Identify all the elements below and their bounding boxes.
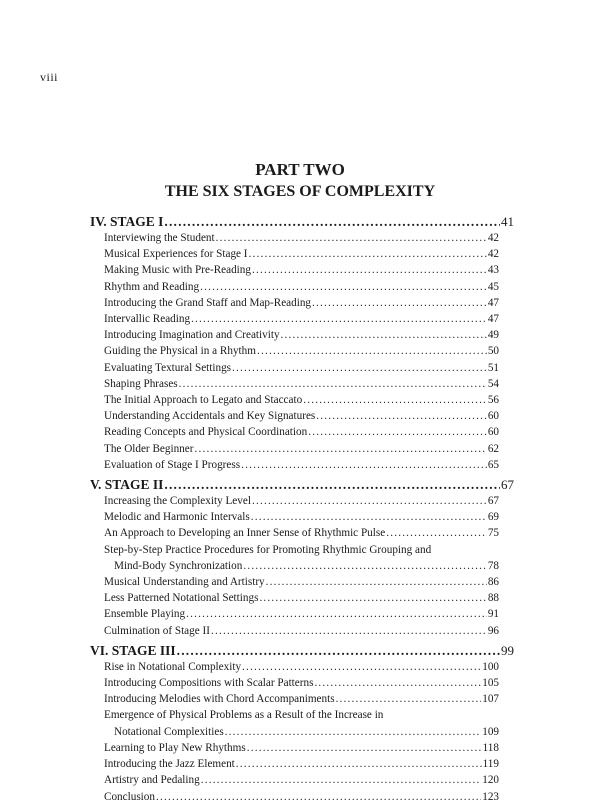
entry-title: Melodic and Harmonic Intervals [104, 511, 250, 524]
entry-title: Culmination of Stage II [104, 624, 210, 637]
entry-title: Rhythm and Reading [104, 280, 200, 293]
toc-entry [104, 606, 499, 622]
toc-entry [104, 424, 499, 440]
chapter-title: V. STAGE II [90, 477, 164, 493]
chapter-page-number: 41 [501, 214, 514, 229]
chapter-heading [90, 642, 514, 659]
chapter-heading [90, 213, 514, 230]
dot-leader [281, 327, 487, 343]
entry-page-number: 51 [487, 361, 499, 374]
dot-leader [179, 376, 487, 392]
entry-page-number: 47 [487, 313, 499, 326]
toc-entry [104, 457, 499, 473]
entry-page-number: 86 [487, 576, 499, 589]
entry-page-number: 43 [487, 264, 499, 277]
entry-title: Guiding the Physical in a Rhythm [104, 345, 256, 358]
toc-entry [104, 509, 499, 525]
dot-leader [249, 246, 487, 262]
toc-entry [104, 230, 499, 246]
dot-leader [216, 230, 487, 246]
entry-title: Reading Concepts and Physical Coordination [104, 426, 308, 439]
toc-entry [104, 295, 499, 311]
entry-title: Musical Experiences for Stage I [104, 248, 248, 261]
entry-title: Less Patterned Notational Settings [104, 592, 259, 605]
entry-page-number: 109 [482, 725, 499, 738]
entry-page-number: 91 [487, 608, 499, 621]
chapter-page-number: 67 [501, 477, 514, 493]
dot-leader [266, 574, 487, 590]
chapter-page-number: 99 [501, 642, 514, 658]
toc-entry [104, 590, 499, 606]
entry-page-number: 67 [487, 495, 499, 508]
dot-leader [194, 441, 486, 457]
entry-title: Musical Understanding and Artistry [104, 576, 265, 589]
entry-title: Introducing Compositions with Scalar Patterns [104, 677, 314, 690]
dot-leader [252, 493, 487, 509]
dot-leader [312, 295, 487, 311]
entry-page-number: 118 [482, 741, 499, 754]
toc-entry [104, 279, 499, 295]
entry-page-number: 107 [482, 693, 499, 706]
entry-page-number: 56 [487, 394, 499, 407]
dot-leader [242, 659, 481, 675]
dot-leader [236, 756, 482, 772]
entry-title: Ensemble Playing [104, 608, 186, 621]
entry-title: An Approach to Developing an Inner Sense of Rhythmic Pulse [104, 527, 386, 540]
dot-leader [211, 623, 487, 639]
entry-title: The Initial Approach to Legato and Staccato [104, 394, 303, 407]
chapter-heading [90, 476, 514, 493]
entry-page-number: 96 [487, 624, 499, 637]
toc-entry [104, 675, 499, 691]
entry-page-number: 45 [487, 280, 499, 293]
dot-leader [257, 343, 487, 359]
toc-entry [104, 740, 499, 756]
dot-leader [316, 408, 487, 424]
dot-leader [186, 606, 487, 622]
chapter-title: VI. STAGE III [90, 642, 176, 658]
toc-entry [104, 772, 499, 788]
part-heading [0, 159, 600, 202]
entry-page-number: 42 [487, 248, 499, 261]
entry-title: Learning to Play New Rhythms [104, 741, 246, 754]
section-list [90, 230, 514, 473]
toc-entry [104, 376, 499, 392]
dot-leader [314, 675, 481, 691]
entry-page-number: 42 [487, 232, 499, 244]
dot-leader [241, 457, 487, 473]
dot-leader [191, 311, 487, 327]
toc-entry [104, 392, 499, 408]
entry-page-number: 47 [487, 296, 499, 309]
entry-title: Intervallic Reading [104, 313, 191, 326]
entry-page-number: 88 [487, 592, 499, 605]
dot-leader [164, 213, 500, 230]
entry-title: Shaping Phrases [104, 377, 178, 390]
toc-entry [104, 574, 499, 590]
entry-page-number: 105 [482, 677, 499, 690]
toc-entry [104, 327, 499, 343]
entry-title: Making Music with Pre-Reading [104, 264, 251, 277]
dot-leader [386, 525, 487, 541]
entry-page-number: 75 [487, 527, 499, 540]
toc-entry [104, 659, 499, 675]
part-subtitle: THE SIX STAGES OF COMPLEXITY [164, 183, 436, 200]
entry-title-continued: Mind-Body Synchronization [114, 559, 243, 572]
toc-entry [104, 707, 499, 739]
entry-page-number: 49 [487, 329, 499, 342]
entry-title: Introducing Melodies with Chord Accompaniments [104, 693, 335, 706]
entry-title: Emergence of Physical Problems as a Result of the Increase in [104, 709, 384, 722]
entry-page-number: 60 [487, 410, 499, 423]
entry-page-number: 62 [487, 442, 499, 455]
dot-leader [252, 262, 487, 278]
entry-page-number: 78 [487, 559, 499, 572]
toc-entry [104, 360, 499, 376]
entry-page-number: 123 [482, 790, 499, 803]
dot-leader [201, 772, 482, 788]
dot-leader [247, 740, 482, 756]
toc-entry [104, 789, 499, 805]
toc-entry [104, 493, 499, 509]
entry-page-number: 119 [482, 758, 499, 771]
entry-title-continued: Notational Complexities [114, 725, 224, 738]
entry-title: Introducing Imagination and Creativity [104, 329, 280, 342]
toc-entry [104, 262, 499, 278]
entry-title: Introducing the Grand Staff and Map-Reading [104, 296, 312, 309]
dot-leader [259, 590, 486, 606]
dot-leader [243, 558, 486, 574]
toc-entry [104, 408, 499, 424]
entry-page-number: 60 [487, 426, 499, 439]
section-list [90, 659, 514, 805]
dot-leader [156, 789, 481, 805]
entry-title: Interviewing the Student [104, 232, 215, 244]
entry-title: Evaluation of Stage I Progress [104, 458, 241, 471]
entry-title: Understanding Accidentals and Key Signatures [104, 410, 316, 423]
dot-leader [303, 392, 487, 408]
toc-entry [104, 623, 499, 639]
dot-leader [200, 279, 487, 295]
entry-title: Introducing the Jazz Element [104, 758, 235, 771]
dot-leader [232, 360, 487, 376]
dot-leader [308, 424, 487, 440]
dot-leader [177, 642, 500, 659]
toc-entry [104, 691, 499, 707]
toc-entry [104, 756, 499, 772]
dot-leader [336, 691, 482, 707]
entry-page-number: 54 [487, 377, 499, 390]
toc-entry [104, 246, 499, 262]
entry-title: Increasing the Complexity Level [104, 495, 251, 508]
part-title: PART TWO [255, 160, 345, 179]
dot-leader [251, 509, 487, 525]
entry-page-number: 50 [487, 345, 499, 358]
dot-leader [164, 476, 500, 493]
entry-title: Evaluating Textural Settings [104, 361, 232, 374]
entry-page-number: 120 [482, 774, 499, 787]
entry-page-number: 69 [487, 511, 499, 524]
entry-page-number: 100 [482, 660, 499, 673]
toc-entry [104, 525, 499, 541]
table-of-contents [90, 213, 514, 805]
chapter-title: IV. STAGE I [90, 214, 164, 229]
toc-entry [104, 542, 499, 574]
dot-leader [225, 724, 482, 740]
entry-title: Rise in Notational Complexity [104, 660, 242, 673]
entry-title: Artistry and Pedaling [104, 774, 200, 787]
toc-entry [104, 311, 499, 327]
entry-title: Step-by-Step Practice Procedures for Promoting Rhythmic Grouping and [104, 543, 432, 556]
page-folio: viii [40, 70, 59, 84]
entry-title: Conclusion [104, 790, 155, 803]
entry-title: The Older Beginner [104, 442, 194, 455]
section-list [90, 493, 514, 639]
toc-entry [104, 441, 499, 457]
toc-entry [104, 343, 499, 359]
entry-page-number: 65 [487, 458, 499, 471]
